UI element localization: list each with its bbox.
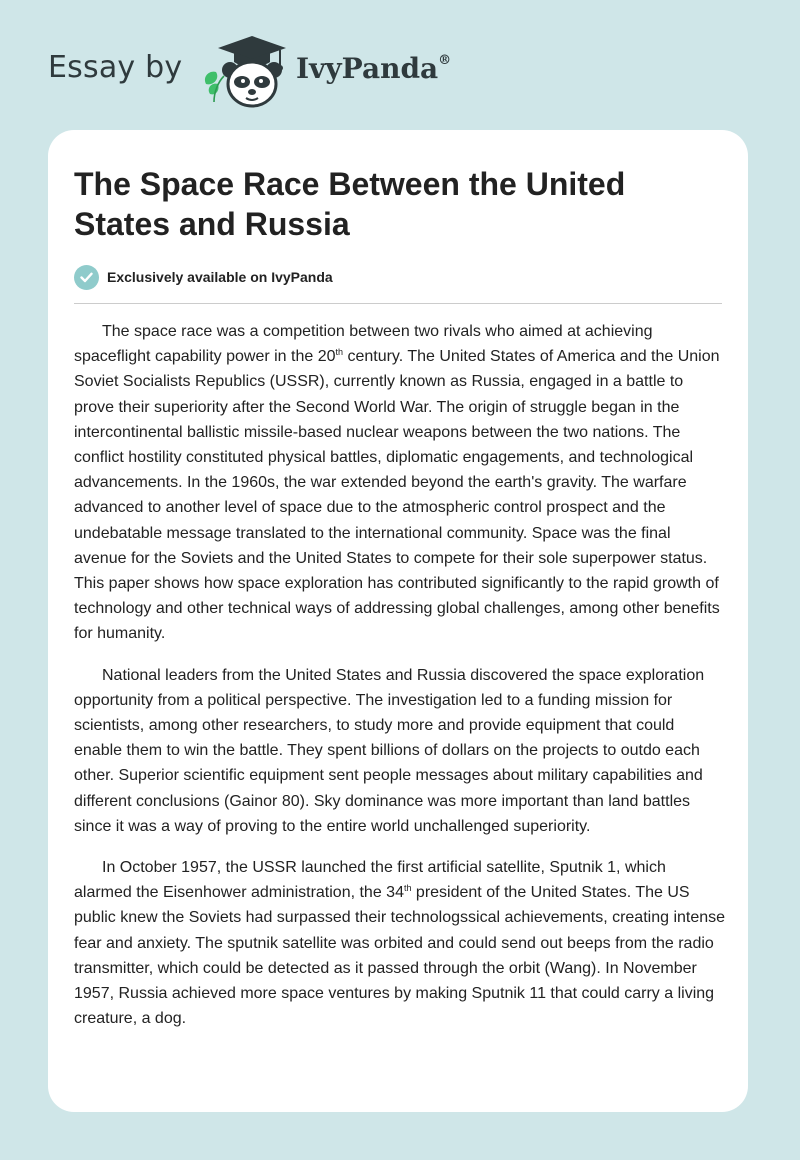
leaf-icon [205,72,224,102]
site-header [0,0,800,130]
divider [74,303,722,304]
panda-logo-icon[interactable] [200,32,290,112]
paragraph-2: National leaders from the United States and Russia discovered the space exploration opportunity from a political perspective. The investigation led to a funding mission for scientists, among other researchers, to study more and provide equipment that could enable them to win the battle. They spent billions of dollars on the projects to outdo each other. Superior scientific equipment sent people messages about military capabilities and different conclusions (Gainor 80). Sky dominance was more important than land battles since it was a way of proving to the entire world unchallenged superiority. [74,666,705,835]
title-line-2: States and Russia [74,206,350,242]
brand-name[interactable]: IvyPanda® [296,52,452,85]
paragraph-1: The space race was a competition between two rivals who aimed at achieving spaceflight capability power in the 20th century. The United States of America and the Union Soviet Socialists Republics (USSR), currently known as Russia, engaged in a battle to prove their superiority after the Second World War. The origin of struggle began in the intercontinental ballistic missile-based nuclear weapons between the two nations. The conflict hostility constituted physical battles, diplomatic engagements, and technological advancements. In the 1960s, the war extended beyond the earth's gravity. The warfare advanced to another level of space due to the atmospheric control prospect and the undebatable message translated to the international community. Space was the final avenue for the Soviets and the United States to compete for their sole superpower status. This paper shows how space exploration has contributed significantly to the rapid growth of technology and other technical ways of addressing global challenges, among other benefits for humanity. [74,323,720,643]
essay-by-label: Essay by [48,50,183,85]
paragraph-3: In October 1957, the USSR launched the first artificial satellite, Sputnik 1, which alarmed the Eisenhower administration, the 34th president of the United States. The US public knew the Soviets had surpassed their technologssical achievements, creating intense fear and anxiety. The sputnik satellite was orbited and could send out beeps from the radio transmitter, which could be detected as it passed through the orbit (Wang). In November 1957, Russia achieved more space ventures by making Sputnik 11 that could carry a living creature, a dog. [74,859,726,1028]
exclusive-label: Exclusively available on IvyPanda [107,269,333,285]
essay-body [74,319,726,1047]
registered-mark: ® [438,53,452,68]
essay-card [48,130,748,1112]
check-icon [74,265,99,290]
title-line-1: The Space Race Between the United [74,166,626,202]
exclusive-badge [74,264,333,290]
essay-title [74,164,714,244]
